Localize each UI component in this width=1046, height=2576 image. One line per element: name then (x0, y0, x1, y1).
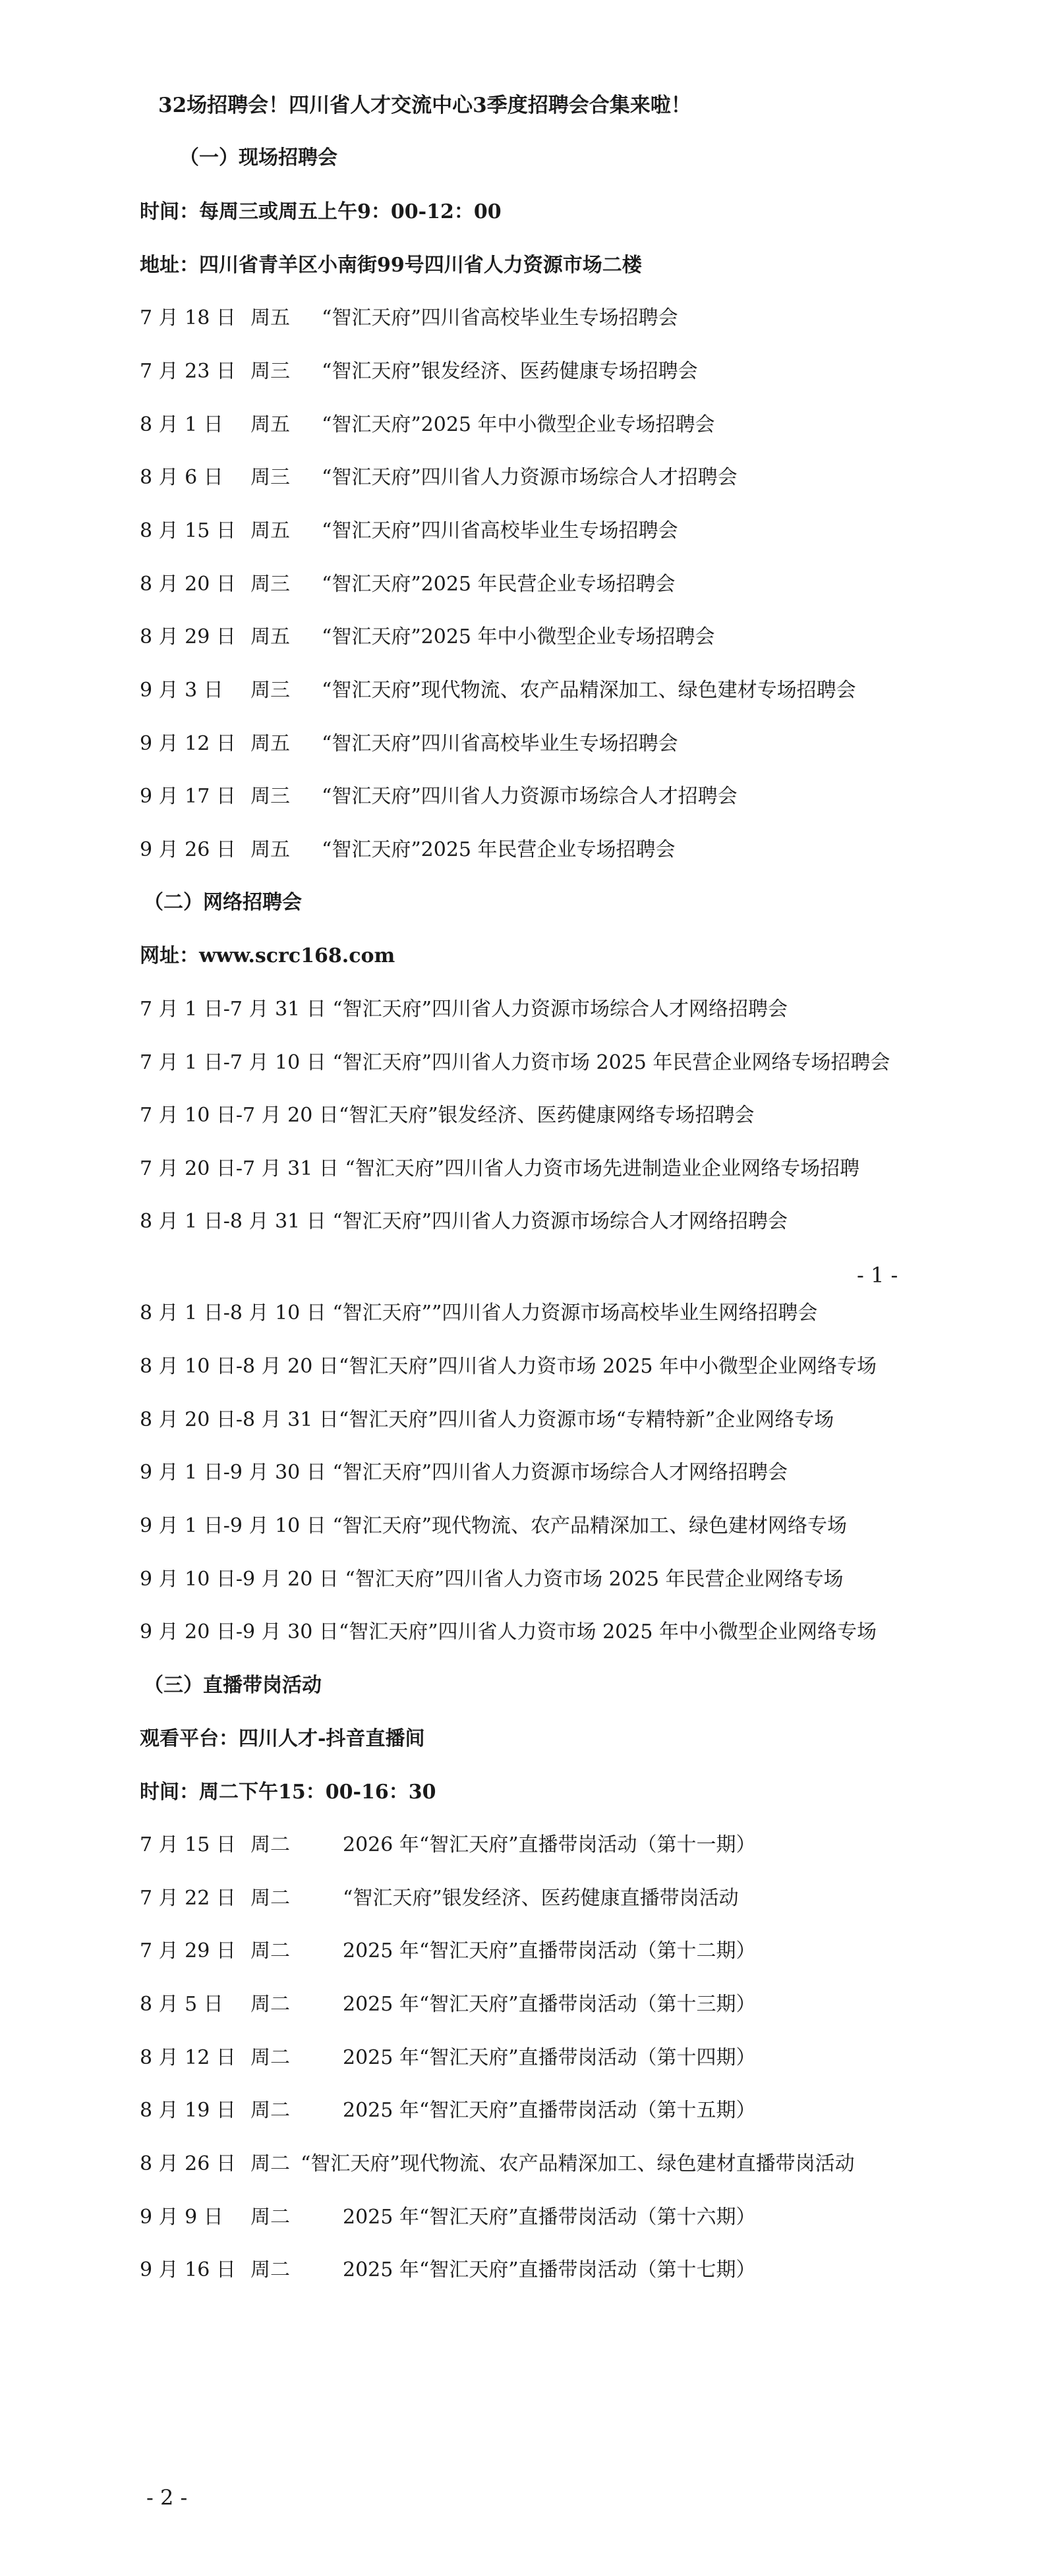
list-item (140, 837, 676, 863)
list-item: 8 月 1 日-8 月 10 日 “智汇天府””四川省人力资源市场高校毕业生网络招聘会 (140, 1302, 818, 1325)
item-day: 周二 (250, 1833, 290, 1856)
list-item (140, 1832, 756, 1858)
section-heading-online: （二）网络招聘会 (144, 891, 302, 914)
list-item: 7 月 20 日-7 月 31 日 “智汇天府”四川省人力资市场先进制造业企业网络专场招聘 (140, 1157, 860, 1180)
live-platform: 观看平台：四川人才-抖音直播间 (140, 1727, 425, 1750)
item-name: “智汇天府”四川省人力资源市场综合人才招聘会 (322, 785, 738, 808)
item-day: 周二 (250, 2046, 290, 2069)
item-day: 周二 (250, 1887, 290, 1910)
item-date: 8 月 12 日 (140, 2046, 236, 2069)
list-item (140, 518, 678, 544)
online-website: 网址：www.scrc168.com (140, 944, 395, 967)
list-item (140, 731, 678, 757)
list-item (140, 2257, 756, 2283)
item-day: 周五 (250, 306, 290, 329)
item-name: 2026 年“智汇天府”直播带岗活动（第十一期） (343, 1833, 756, 1856)
item-date: 8 月 20 日 (140, 573, 236, 596)
item-day: 周三 (250, 679, 290, 702)
item-day: 周五 (250, 519, 290, 542)
list-item (140, 571, 676, 598)
list-item (140, 412, 715, 438)
item-date: 8 月 19 日 (140, 2099, 236, 2122)
item-date: 9 月 3 日 (140, 679, 223, 702)
list-item (140, 677, 856, 704)
item-name: “智汇天府”四川省人力资源市场综合人才招聘会 (322, 466, 738, 489)
item-date: 9 月 16 日 (140, 2258, 236, 2281)
list-item (140, 624, 715, 650)
item-date: 7 月 23 日 (140, 360, 236, 383)
list-item: 8 月 20 日-8 月 31 日“智汇天府”四川省人力资源市场“专精特新”企业网络专场 (140, 1408, 834, 1431)
item-name: “智汇天府”2025 年民营企业专场招聘会 (322, 573, 676, 596)
item-date: 8 月 1 日 (140, 413, 223, 436)
onsite-address: 地址：四川省青羊区小南街99号四川省人力资源市场二楼 (140, 254, 642, 277)
item-date: 7 月 18 日 (140, 306, 236, 329)
item-day: 周五 (250, 732, 290, 755)
item-day: 周三 (250, 360, 290, 383)
list-item: 7 月 1 日-7 月 10 日 “智汇天府”四川省人力资市场 2025 年民营企业网络专场招聘会 (140, 1051, 890, 1074)
list-item (140, 2098, 756, 2124)
list-item (140, 358, 698, 385)
list-item (140, 1885, 739, 1912)
item-day: 周五 (250, 413, 290, 436)
item-name: 2025 年“智汇天府”直播带岗活动（第十二期） (343, 1939, 756, 1962)
section-heading-onsite: （一）现场招聘会 (179, 146, 337, 169)
item-date: 8 月 5 日 (140, 1993, 223, 2016)
item-name: 2025 年“智汇天府”直播带岗活动（第十四期） (343, 2046, 756, 2069)
item-day: 周五 (250, 625, 290, 648)
item-day: 周二 (250, 2258, 290, 2281)
item-day: 周三 (250, 573, 290, 596)
item-name: 2025 年“智汇天府”直播带岗活动（第十六期） (343, 2206, 756, 2229)
item-day: 周二 (250, 2152, 290, 2175)
item-name: “智汇天府”银发经济、医药健康专场招聘会 (322, 360, 698, 383)
list-item: 8 月 1 日-8 月 31 日 “智汇天府”四川省人力资源市场综合人才网络招聘会 (140, 1210, 788, 1233)
list-item: 8 月 10 日-8 月 20 日“智汇天府”四川省人力资市场 2025 年中小微型企业网络专场 (140, 1355, 877, 1378)
page-number-1: - 1 - (857, 1263, 898, 1288)
item-date: 7 月 29 日 (140, 1939, 236, 1962)
item-day: 周二 (250, 1939, 290, 1962)
item-name: “智汇天府”2025 年中小微型企业专场招聘会 (322, 625, 715, 648)
item-day: 周五 (250, 838, 290, 861)
list-item: 9 月 20 日-9 月 30 日“智汇天府”四川省人力资市场 2025 年中小微型企业网络专场 (140, 1620, 877, 1644)
item-day: 周二 (250, 2099, 290, 2122)
item-date: 7 月 15 日 (140, 1833, 236, 1856)
item-day: 周二 (250, 1993, 290, 2016)
item-date: 9 月 9 日 (140, 2206, 223, 2229)
item-name: 2025 年“智汇天府”直播带岗活动（第十七期） (343, 2258, 756, 2281)
live-time: 时间：周二下午15：00-16：30 (140, 1781, 436, 1804)
page-number-2: - 2 - (146, 2485, 188, 2510)
item-name: “智汇天府”2025 年中小微型企业专场招聘会 (322, 413, 715, 436)
item-date: 9 月 26 日 (140, 838, 236, 861)
item-date: 8 月 29 日 (140, 625, 236, 648)
item-date: 8 月 15 日 (140, 519, 236, 542)
item-date: 9 月 12 日 (140, 732, 236, 755)
list-item (140, 305, 678, 331)
list-item: 7 月 10 日-7 月 20 日“智汇天府”银发经济、医药健康网络专场招聘会 (140, 1104, 755, 1127)
list-item (140, 784, 738, 810)
onsite-time: 时间：每周三或周五上午9：00-12：00 (140, 200, 502, 223)
item-name: “智汇天府”2025 年民营企业专场招聘会 (322, 838, 676, 861)
item-day: 周二 (250, 2206, 290, 2229)
item-name: “智汇天府”四川省高校毕业生专场招聘会 (322, 519, 678, 542)
item-name: “智汇天府”现代物流、农产品精深加工、绿色建材直播带岗活动 (301, 2152, 855, 2175)
item-name: “智汇天府”银发经济、医药健康直播带岗活动 (343, 1887, 739, 1910)
list-item (140, 1991, 756, 2018)
page-title: 32场招聘会！四川省人才交流中心3季度招聘会合集来啦！ (158, 94, 691, 117)
item-name: “智汇天府”四川省高校毕业生专场招聘会 (322, 732, 678, 755)
item-date: 8 月 6 日 (140, 466, 223, 489)
item-name: “智汇天府”四川省高校毕业生专场招聘会 (322, 306, 678, 329)
item-name: “智汇天府”现代物流、农产品精深加工、绿色建材专场招聘会 (322, 679, 856, 702)
list-item (140, 1938, 756, 1964)
item-date: 7 月 22 日 (140, 1887, 236, 1910)
list-item: 7 月 1 日-7 月 31 日 “智汇天府”四川省人力资源市场综合人才网络招聘会 (140, 998, 788, 1021)
list-item (140, 465, 738, 491)
item-date: 8 月 26 日 (140, 2152, 236, 2175)
list-item: 9 月 1 日-9 月 10 日 “智汇天府”现代物流、农产品精深加工、绿色建材网络专场 (140, 1514, 847, 1537)
section-heading-live: （三）直播带岗活动 (144, 1674, 322, 1697)
list-item (140, 2151, 855, 2177)
item-day: 周三 (250, 785, 290, 808)
item-date: 9 月 17 日 (140, 785, 236, 808)
list-item: 9 月 1 日-9 月 30 日 “智汇天府”四川省人力资源市场综合人才网络招聘会 (140, 1461, 788, 1484)
item-name: 2025 年“智汇天府”直播带岗活动（第十三期） (343, 1993, 756, 2016)
list-item: 9 月 10 日-9 月 20 日 “智汇天府”四川省人力资市场 2025 年民营企业网络专场 (140, 1568, 844, 1591)
item-name: 2025 年“智汇天府”直播带岗活动（第十五期） (343, 2099, 756, 2122)
list-item (140, 2045, 756, 2071)
list-item (140, 2204, 756, 2231)
item-day: 周三 (250, 466, 290, 489)
